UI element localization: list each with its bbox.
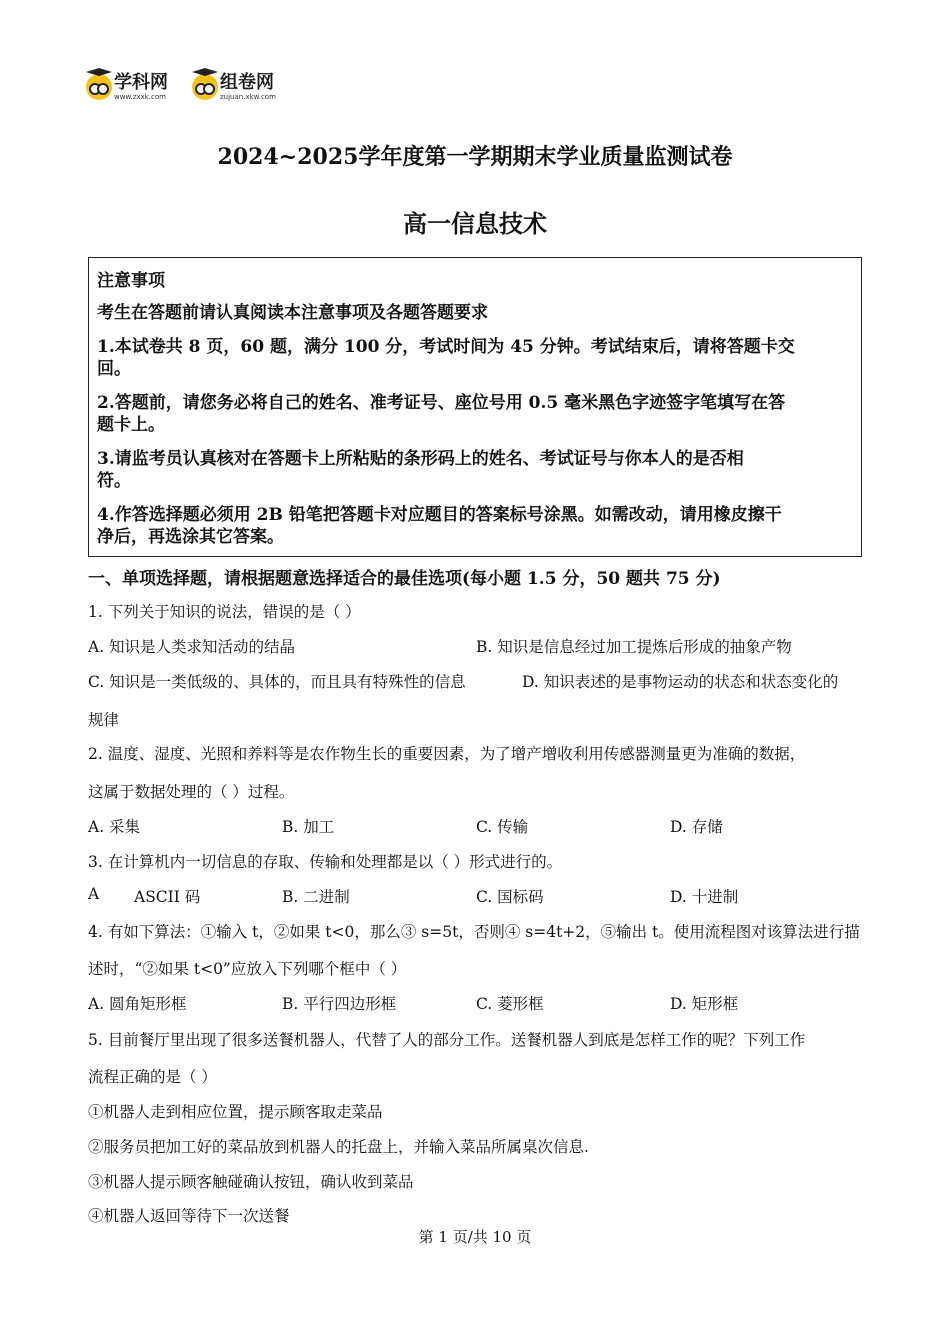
q1-option-b: B. 知识是信息经过加工提炼后形成的抽象产物 [476,638,792,656]
zujuan-logo [192,70,276,104]
notice-item-2: 2.答题前，请您务必将自己的姓名、准考证号、座位号用 0.5 毫米黑色字迹签字笔填写在答 [97,393,786,413]
logo-url: zujuan.xkw.com [220,92,276,101]
page-footer: 第 1 页/共 10 页 [418,1228,532,1246]
notice-item-4: 4.作答选择题必须用 2B 铅笔把答题卡对应题目的答案标号涂黑。如需改动，请用橡皮擦干 [97,505,782,525]
logo-name: 组卷网 [220,71,274,93]
q1-stem: 1. 下列关于知识的说法，错误的是（ ） [88,603,361,621]
notice-box [88,257,862,557]
q3-option-c: C. 国标码 [476,888,544,906]
q1-option-d-cont: 规律 [88,711,120,729]
q1-option-a: A. 知识是人类求知活动的结晶 [88,638,296,656]
q3-option-a: ASCII 码 [134,888,201,906]
q1-option-d: D. 知识表述的是事物运动的状态和状态变化的 [522,673,839,691]
notice-item-3-cont: 符。 [97,471,131,491]
q5-stem-cont: 流程正确的是（ ） [88,1068,217,1086]
q2-option-c: C. 传输 [476,818,529,836]
notice-intro: 考生在答题前请认真阅读本注意事项及各题答题要求 [97,303,488,323]
notice-item-2-cont: 题卡上。 [97,415,165,435]
q3-stem: 3. 在计算机内一切信息的存取、传输和处理都是以（ ）形式进行的。 [88,853,563,871]
notice-item-1-cont: 回。 [97,359,131,379]
q2-stem-cont: 这属于数据处理的（ ）过程。 [88,783,295,801]
q3-option-d: D. 十进制 [670,888,739,906]
q4-option-b: B. 平行四边形框 [282,995,397,1013]
q2-stem: 2. 温度、湿度、光照和养料等是农作物生长的重要因素，为了增产增收利用传感器测量更为准确的数据， [88,745,806,763]
logo-name: 学科网 [114,71,168,93]
q5-step-3: ③机器人提示顾客触碰确认按钮，确认收到菜品 [88,1173,414,1191]
q1-option-c: C. 知识是一类低级的、具体的，而且具有特殊性的信息 [88,673,466,691]
owl-icon [86,74,112,100]
q5-step-4: ④机器人返回等待下一次送餐 [88,1207,290,1225]
notice-item-4-cont: 净后，再选涂其它答案。 [97,527,284,547]
q4-option-d: D. 矩形框 [670,995,739,1013]
q2-option-a: A. 采集 [88,818,141,836]
exam-title: 2024~2025学年度第一学期期末学业质量监测试卷 [217,144,733,170]
q5-step-1: ①机器人走到相应位置，提示顾客取走菜品 [88,1103,383,1121]
q3-option-b: B. 二进制 [282,888,350,906]
q4-stem: 4. 有如下算法：①输入 t，②如果 t<0，那么③ s=5t，否则④ s=4t+2，⑤输出 t。使用流程图对该算法进行描 [88,923,860,941]
zxxk-logo [86,70,168,104]
owl-icon [192,74,218,100]
notice-item-3: 3.请监考员认真核对在答题卡上所粘贴的条形码上的姓名、考试证号与你本人的是否相 [97,449,744,469]
notice-heading: 注意事项 [97,271,165,291]
q4-option-c: C. 菱形框 [476,995,544,1013]
section-heading: 一、单项选择题，请根据题意选择适合的最佳选项(每小题 1.5 分，50 题共 75 分) [88,569,721,589]
notice-item-1: 1.本试卷共 8 页，60 题，满分 100 分，考试时间为 45 分钟。考试结束后，请将答题卡交 [97,337,795,357]
logo-url: www.zxxk.com [114,92,166,101]
subject-title: 高一信息技术 [403,209,547,238]
q5-stem: 5. 目前餐厅里出现了很多送餐机器人，代替了人的部分工作。送餐机器人到底是怎样工作的呢？下列工作 [88,1031,806,1049]
q2-option-d: D. 存储 [670,818,723,836]
q2-option-b: B. 加工 [282,818,335,836]
q4-option-a: A. 圆角矩形框 [88,995,187,1013]
q3-option-a-letter: A [88,885,100,903]
q5-step-2: ②服务员把加工好的菜品放到机器人的托盘上，并输入菜品所属桌次信息. [88,1138,589,1156]
q4-stem-cont: 述时，“②如果 t<0”应放入下列哪个框中（ ） [88,960,407,978]
